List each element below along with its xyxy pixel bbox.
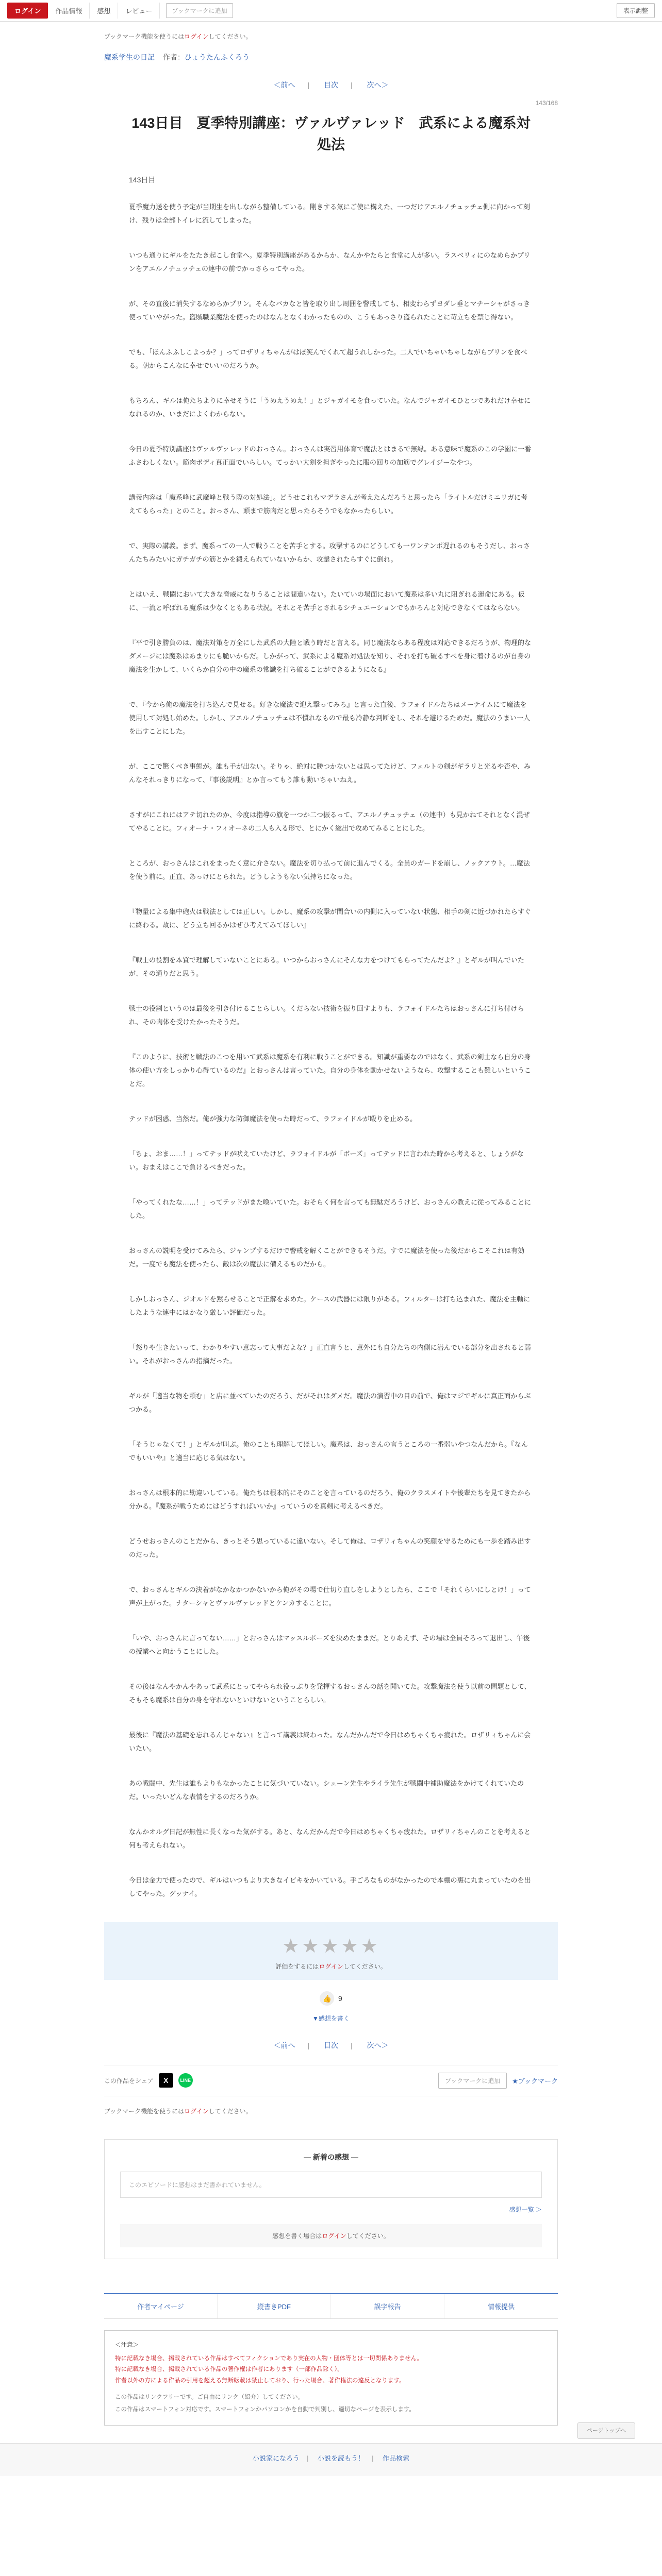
body-paragraph: あの戦闘中、先生は誰もよりもなかったことに気づいていない。シューン先生やライラ先生が戦闘中補助魔法をかけてくれていたのだ。いったいどんな表情をするのだろうか。: [129, 1779, 524, 1801]
link-grid: [104, 2293, 558, 2319]
login-button[interactable]: ログイン: [7, 3, 48, 19]
body-paragraph: 今日の夏季特別講座はヴァルヴァレッドのおっさん。おっさんは実習用体育で魔法とはまるで無縁。ある意味で魔系のこの学園に一番ふさわしくない。筋肉ボディ真正面でいらしい。てっかい大剣を担ぎやったに服の回りの加筋でグレイジーなやつ。: [129, 445, 532, 466]
thumbs-up-icon[interactable]: 👍: [320, 1991, 334, 2006]
pager-top: ＜前へ | 目次 | 次へ＞: [273, 81, 389, 89]
body-paragraph: ところが、おっさんはこれをまったく意に介さない。魔法を切り払って前に進んでくる。全員のガードを崩し、ノックアウト。…魔法を使う前に。正直、あっけにとられた。どうしようもない気持ちになった。: [129, 859, 530, 880]
author-info: [163, 53, 250, 61]
notice2-text: ブックマーク機能を使うには: [104, 2107, 185, 2115]
main-content: [104, 32, 626, 2434]
body-paragraph: テッドが困惑、当然だ。俺が強力な防御魔法を使った時だって、ラフォイドルが殴りを止める。: [129, 1114, 417, 1123]
comment-login-link[interactable]: ログイン: [322, 2232, 346, 2240]
info-red-line: 特に記載なき場合、掲載されている作品はすべてフィクションであり実在の人物・団体等とは一切関係ありません。: [115, 2355, 423, 2362]
nav-reviews[interactable]: レビュー: [118, 3, 160, 19]
next-link-bottom[interactable]: 次へ＞: [367, 2041, 389, 2049]
body-paragraph: 講義内容は「魔系峰に武魔峰と戦う際の対処法」。どうせこれもマデラさんが考えたんだろうと思ったら「ライトルだけミニリガに考えてもらった」とのこと。おっさん、頭まで筋肉だと思ったらそうでもなかったらしい。: [129, 493, 527, 515]
top-nav: [7, 3, 233, 19]
rating-login-link[interactable]: ログイン: [319, 1962, 343, 1970]
body-paragraph: が、その直後に消失するなめらかプリン。そんなバカなと皆を取り出し周囲を警戒しても、相変わらずヨダレ垂とマチーシャがさっき使っていやがった。盗賊職業魔法を使ったのはなんとなくわかったものの、こうもあっさり盗られたことに苛立ちを禁じ得ない。: [129, 299, 530, 321]
notice-text: ブックマーク機能を使うには: [104, 33, 185, 40]
episode-body: [104, 175, 558, 1901]
prev-link[interactable]: ＜前へ: [273, 81, 295, 89]
notice-login-link[interactable]: ログイン: [184, 33, 209, 40]
write-comment-link[interactable]: ▼感想を書く: [312, 2014, 350, 2022]
body-paragraph: 「いや、おっさんに言ってない……」とおっさんはマッスルポーズを決めたままだ。とりあえず、その場は全員そろって退出し、午後の授業へと向かうことにした。: [129, 1634, 530, 1655]
page-top-button[interactable]: ページトップへ: [577, 2422, 635, 2439]
bookmark-disabled-button-bottom: ブックマークに追加: [438, 2073, 507, 2089]
line-share-icon[interactable]: LINE: [178, 2073, 193, 2088]
toc-link[interactable]: 目次: [324, 81, 338, 89]
body-paragraph: でも、「ほんふふしこよっか？」ってロザリィちゃんがはぼ笑んでくれて超うれしかった。二人でいちゃいちゃしながらプリンを食べる。朝からこんなに幸せでいいのだろうか。: [129, 348, 527, 369]
body-paragraph: もちろん、ギルは俺たちよりに幸せそうに「うめえうめえ！」とジャガイモを食っていた。なんでジャガイモひとつであれだけ幸せになれるのか、いまだによくわからない。: [129, 396, 531, 418]
comment-box: [104, 2139, 558, 2259]
info-head: ＜注意＞: [115, 2342, 139, 2348]
notice2-login-link[interactable]: ログイン: [184, 2107, 209, 2115]
info-gray-line: この作品はリンクフリーです。ご自由にリンク（紹介）してください。: [115, 2394, 304, 2401]
comment-list-link[interactable]: 感想一覧 ＞: [509, 2206, 542, 2213]
body-paragraph: その後はなんやかんやあって武系にとってやらられ役っぷりを発揮するおっさんの話を聞いてた。攻撃魔法を使う以前の問題として、そもそも魔系は自分の身を守れないといけないということらしい。: [129, 1682, 531, 1704]
footer-link-search[interactable]: 作品検索: [383, 2454, 410, 2462]
body-paragraph: おっさんの説明を受けてみたら、ジャンプするだけで警戒を解くことができるそうだ。すでに魔法を使った後だからこそこれは有効だ。一度でも魔法を使ったら、敵は次の魔法に備えるものだから。: [129, 1246, 525, 1268]
body-paragraph: どうせおっさんのことだから、きっとそう思っているに違いない。そして俺は、ロザリィちゃんの笑顔を守るためにも一歩を踏み出すのだった。: [129, 1537, 531, 1558]
body-paragraph: 「そうじゃなくて！」とギルが叫ぶ。俺のことも理解してほしい。魔系は、おっさんの言うところの一番弱いやつなんだから。『なんでもいいや』と適当に応じる気はない。: [129, 1440, 528, 1462]
share-bar: [104, 2065, 558, 2096]
rating-box: [104, 1922, 558, 1980]
pager-bottom: ＜前へ | 目次 | 次へ＞: [273, 2041, 389, 2049]
bookmark-link[interactable]: ★ブックマーク: [512, 2077, 558, 2085]
like-count: 9: [338, 1994, 342, 2003]
body-paragraph: で、実際の講義。まず、魔系っての一人で戦うことを苦手とする。攻撃するのにどうしても一ワンテンポ遅れるのもそうだし、おっさんたちみたいにガチガチの筋とかを鍛えられていないからか、攻撃されたらすぐに倒れ。: [129, 541, 531, 563]
series-line: [104, 52, 558, 62]
display-settings-button[interactable]: 表示調整: [617, 3, 655, 18]
body-paragraph: おっさんは根本的に勘違いしている。俺たちは根本的にそのことを言っているのだろう、俺のクラスメイトや後輩たちを見てきたから分かる。『魔系が戦うためにはどうすればいいか』っていうのを真剣に考えるべきだ。: [129, 1488, 531, 1510]
notice-info-box: [104, 2330, 558, 2426]
share-label: この作品をシェア: [104, 2077, 154, 2084]
body-paragraph: 『平で引き勝負のは、魔法対策を万全にした武系の大陸と戦う時だと言える。同じ魔法ならある程度は対応できるだろうが、物理的なダメージには魔系はあまりにも脆いからだ。しかがって、武系による魔系対処法を知り、それを打ち破るすべを身に着けるのが自身の魔法を生かして、いくらか自分の中の魔系の常識を打ち破ることができるようになる』: [129, 638, 532, 673]
info-report-link[interactable]: 情報提供: [487, 2302, 515, 2311]
body-paragraph: 戦士の役割というのは最後を引き付けることらしい。くだらない技術を振り回すよりも、ラフォイドルたちはおっさんに打ち付けられ、その肉体を受けたかったそうだ。: [129, 1004, 524, 1026]
info-red-line: 特に記載なき場合、掲載されている作品の著作権は作者にあります（一部作品除く）。: [115, 2366, 343, 2373]
share-right: [438, 2073, 558, 2089]
body-paragraph: で、『今から俺の魔法を打ち込んで見せる。好きな魔法で迎え撃ってみろ』と言った直後、ラフォイドルたちはメーテイムにて魔法を使用して対処し始めた。しかし、アエルノチュッチェは不慣れなもので最も冷静な判断をし、それを避けるためだ。魔法のうまい一人を出すことにした。: [129, 700, 531, 735]
info-gray-line: この作品はスマートフォン対応です。スマートフォンかパソコンかを自動で判別し、適切なページを表示します。: [115, 2406, 415, 2413]
comment-login-suffix: してください。: [346, 2232, 390, 2240]
toc-link-bottom[interactable]: 目次: [324, 2041, 338, 2049]
body-paragraph: 『このように、技術と戦法のこつを用いて武系は魔系を有利に戦うことができる。知識が重要なのではなく、武系の剣士なら自分の身体の使い方をしっかり心得ているのだ』とおっさんは言っていた。自分の身体を動かせないようなら、攻撃することも難しいということだ。: [129, 1053, 532, 1088]
episode-count: 143/168: [535, 99, 558, 107]
rating-stars[interactable]: ★★★★★: [282, 1935, 380, 1957]
footer: 小説家になろう | 小説を読もう！ | 作品検索: [0, 2443, 662, 2476]
body-paragraph: 最後に『魔法の基礎を忘れるんじゃない』と言って講義は終わった。なんだかんだで今日はめちゃくちゃ疲れた。ロザリィちゃんに会いたい。: [129, 1731, 531, 1752]
comment-login-text: 感想を書く場合は: [272, 2232, 322, 2240]
comment-empty: このエピソードに感想はまだ書かれていません。: [120, 2172, 542, 2198]
bookmark-disabled-button: ブックマークに追加: [166, 3, 233, 18]
vertical-pdf-link[interactable]: 縦書きPDF: [218, 2294, 331, 2318]
series-title-link[interactable]: 魔系学生の日記: [104, 53, 155, 61]
body-paragraph: 夏季魔力送を使う予定が当期生を出しながら整備している。剛きする気にご使に構えた、一つだけアエルノチュッチェ側に向かって刻け、残りは全部トイレに流してしまった。: [129, 202, 531, 224]
x-share-icon[interactable]: X: [159, 2073, 173, 2088]
top-bar: [0, 0, 662, 22]
rating-note: [104, 1962, 558, 1971]
body-paragraph: ギルが「適当な物を頼む」と店に並べていたのだろう、だがそれはダメだ。魔法の演習中の目の前で、俺はマジでギルに真正面からぶつかる。: [129, 1392, 531, 1413]
body-paragraph: いつも通りにギルをたたき起こし食堂へ。夏季特別講座があるからか、なんかやたらと食堂に人が多い。ラスベリィにのなめらかプリンをアエルノチュッチェの連中の前でかっさらってやった。: [129, 251, 531, 273]
body-paragraph: なんかオルグ日記が無性に長くなった気がする。あと、なんだかんだで今日はめちゃくちゃ疲れた。ロザリィちゃんのことを考えると何も考えられない。: [129, 1827, 531, 1849]
author-label: 作者：: [162, 53, 185, 61]
author-link[interactable]: ひょうたんふくろう: [184, 53, 250, 61]
info-red-line: 作者以外の方による作品の引用を超える無断転載は禁止しており、行った場合、著作権法の違反となります。: [115, 2378, 405, 2384]
paragraph-list: [129, 200, 533, 1901]
like-area: [104, 1991, 558, 2006]
notice2-text-suffix: してください。: [208, 2107, 252, 2115]
body-paragraph: しかしおっさん、ジオルドを黙らせることで正解を求めた。ケースの武器には限りがある。フィルターは打ち込まれた、魔法を主軸にしたような連中にはかなり厳しい評価だった。: [129, 1295, 531, 1316]
footer-link-narou[interactable]: 小説家になろう: [252, 2454, 300, 2462]
comment-login-note: [120, 2224, 542, 2247]
footer-link-yomou[interactable]: 小説を読もう！: [317, 2454, 365, 2462]
rating-note-suffix: してください。: [343, 1962, 387, 1970]
rating-note-text: 評価をするには: [275, 1962, 319, 1970]
comment-title: ― 新着の感想 ―: [304, 2153, 358, 2161]
body-paragraph: とはいえ、戦闘において大きな脅威になりうることは間違いない。たいていの場面において魔系は多い丸に阻ぎれる運命にある。仮に、一流と呼ばれる魔系は少なくともある状況。それとそ苦手とされるシチュエーションでもかろんと対応できなくてはならない。: [129, 590, 525, 612]
nav-work-info[interactable]: 作品情報: [48, 3, 90, 19]
body-paragraph: 今日は金力で使ったので、ギルはいつもより大きなイビキをかいている。手ごろなものがなかったので本棚の裏に丸まっていたのを出してやった。グッナイ。: [129, 1876, 531, 1897]
bookmark-notice: [104, 32, 558, 41]
body-paragraph: さすがにこれにはアテ切れたのか、今度は指導の旗を一つか二つ振るって、アエルノチュッチェ（の連中）も見かねてそれとなく混ぜてやることに。フィオーナ・フィオーネの二人も入る形で、とにかく総出で攻めてみることにした。: [129, 810, 530, 832]
chapter-head: 143日目: [129, 175, 156, 184]
body-paragraph: 「怒りや生きたいって、わかりやすい意志って大事だよな？」正直言うと、意外にも自分たちの内側に潜んでいる部分を出されると弱い。それがおっさんの指摘だった。: [129, 1343, 531, 1365]
typo-report-link[interactable]: 誤字報告: [331, 2294, 444, 2318]
nav-comments[interactable]: 感想: [90, 3, 118, 19]
body-paragraph: で、おっさんとギルの決着がなかなかつかないから俺がその場で仕切り直しをしようとしたら、ここで「それくらいにしとけ！」って声が上がった。ナターシャとヴァルヴァレッドとケンカすることに。: [129, 1585, 531, 1607]
body-paragraph: が、ここで驚くべき事態が。誰も手が出ない。そりゃ、絶対に勝つかないとは思ってたけど、フェルトの剣がギラリと光るや否や、みんなそれっきりになって、『事後説明』とか言ってもう誰も動いちゃいねえ。: [129, 762, 531, 784]
bookmark-notice-bottom: [104, 2107, 558, 2115]
body-paragraph: 「やってくれたな……！」ってテッドがまた喚いていた。おそらく何を言っても無駄だろうけど、おっさんの教えに従ってみることにした。: [129, 1198, 532, 1219]
body-paragraph: 『物量による集中砲火は戦法としては正しい。しかし、魔系の攻撃が間合いの内側に入っていない状態、相手の剣に近づかれたらすぐに終わる。故に、どう立ち回るかはぜひ考えてみてほしい』: [129, 907, 532, 929]
prev-link-bottom[interactable]: ＜前へ: [273, 2041, 295, 2049]
notice-text-suffix: してください。: [208, 33, 252, 40]
author-page-link[interactable]: 作者マイページ: [104, 2294, 218, 2318]
body-paragraph: 「ちょ、おま……！」ってテッドが吠えていたけど、ラフォイドルが「ボーズ」ってテッドに言われた時から考えると、しょうがない。おまえはここで負けるべきだった。: [129, 1149, 524, 1171]
body-paragraph: 『戦士の役割を本質で理解していないことにある。いつからおっさんにそんな力をつけてもらってたんだよ？』とギルが叫んでいたが、その通りだと思う。: [129, 956, 524, 977]
episode-title: 143日目 夏季特別講座：ヴァルヴァレッド 武系による魔系対処法: [131, 115, 531, 152]
next-link[interactable]: 次へ＞: [367, 81, 389, 89]
